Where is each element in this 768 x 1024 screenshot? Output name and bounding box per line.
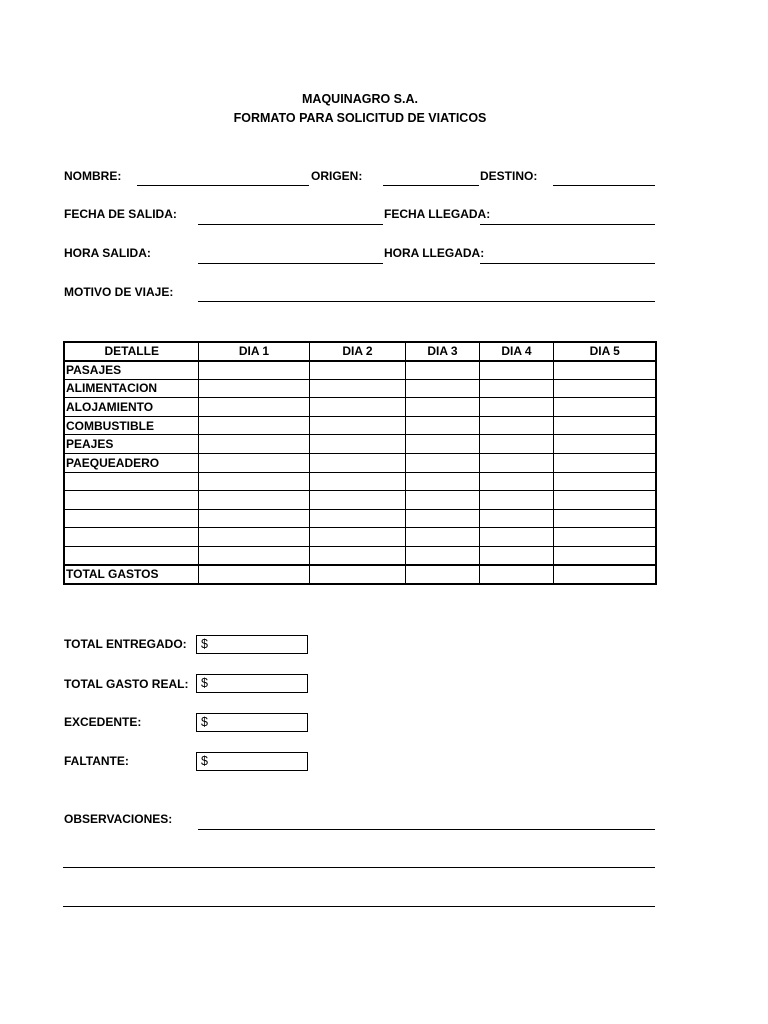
- detalle-cell: [64, 491, 198, 510]
- total-entregado-label: TOTAL ENTREGADO:: [64, 637, 187, 651]
- day-cell[interactable]: [198, 509, 309, 528]
- day-cell[interactable]: [309, 361, 405, 380]
- detalle-cell: ALOJAMIENTO: [64, 398, 198, 417]
- observaciones-line-1[interactable]: [198, 829, 655, 830]
- day-cell[interactable]: [198, 547, 309, 566]
- detalle-cell: COMBUSTIBLE: [64, 416, 198, 435]
- origen-field[interactable]: [383, 185, 479, 186]
- total-day-cell[interactable]: [479, 565, 553, 584]
- nombre-field[interactable]: [137, 185, 309, 186]
- day-cell[interactable]: [309, 491, 405, 510]
- day-cell[interactable]: [198, 435, 309, 454]
- hora-llegada-label: HORA LLEGADA:: [384, 246, 485, 260]
- day-cell[interactable]: [405, 547, 479, 566]
- day-cell[interactable]: [553, 361, 656, 380]
- day-cell[interactable]: [479, 435, 553, 454]
- day-cell[interactable]: [479, 547, 553, 566]
- destino-label: DESTINO:: [480, 169, 538, 183]
- faltante-field[interactable]: $: [196, 752, 308, 771]
- day-cell[interactable]: [198, 454, 309, 473]
- table-row: [64, 454, 656, 473]
- day-cell[interactable]: [405, 379, 479, 398]
- day-cell[interactable]: [479, 398, 553, 417]
- observaciones-line-2[interactable]: [63, 867, 655, 868]
- day-cell[interactable]: [198, 528, 309, 547]
- total-day-cell[interactable]: [405, 565, 479, 584]
- day-cell[interactable]: [479, 491, 553, 510]
- total-day-cell[interactable]: [309, 565, 405, 584]
- day-cell[interactable]: [553, 379, 656, 398]
- table-row: [64, 398, 656, 417]
- day-cell[interactable]: [405, 491, 479, 510]
- day-cell[interactable]: [479, 528, 553, 547]
- day-cell[interactable]: [553, 509, 656, 528]
- total-gasto-real-label: TOTAL GASTO REAL:: [64, 677, 189, 691]
- form-title: FORMATO PARA SOLICITUD DE VIATICOS: [233, 111, 487, 125]
- table-header-row: [64, 342, 656, 361]
- hora-salida-label: HORA SALIDA:: [64, 246, 151, 260]
- day-cell[interactable]: [198, 491, 309, 510]
- hora-llegada-field[interactable]: [480, 263, 655, 264]
- day-cell[interactable]: [198, 472, 309, 491]
- day-cell[interactable]: [309, 416, 405, 435]
- detalle-cell: [64, 547, 198, 566]
- day-cell[interactable]: [479, 454, 553, 473]
- column-header: DIA 2: [309, 342, 405, 361]
- fecha-llegada-field[interactable]: [480, 224, 655, 225]
- day-cell[interactable]: [553, 398, 656, 417]
- day-cell[interactable]: [405, 435, 479, 454]
- day-cell[interactable]: [405, 528, 479, 547]
- day-cell[interactable]: [198, 416, 309, 435]
- day-cell[interactable]: [309, 528, 405, 547]
- fecha-salida-label: FECHA DE SALIDA:: [64, 207, 177, 221]
- table-row: [64, 547, 656, 566]
- table-row: [64, 379, 656, 398]
- day-cell[interactable]: [405, 509, 479, 528]
- day-cell[interactable]: [309, 547, 405, 566]
- day-cell[interactable]: [553, 416, 656, 435]
- total-day-cell[interactable]: [553, 565, 656, 584]
- column-header: DETALLE: [64, 342, 198, 361]
- day-cell[interactable]: [309, 472, 405, 491]
- detalle-cell: PASAJES: [64, 361, 198, 380]
- table-row: [64, 472, 656, 491]
- table-row: [64, 435, 656, 454]
- detalle-cell: [64, 509, 198, 528]
- column-header: DIA 5: [553, 342, 656, 361]
- day-cell[interactable]: [198, 398, 309, 417]
- detalle-cell: PEAJES: [64, 435, 198, 454]
- table-row: [64, 491, 656, 510]
- day-cell[interactable]: [479, 361, 553, 380]
- excedente-field[interactable]: $: [196, 713, 308, 732]
- day-cell[interactable]: [479, 472, 553, 491]
- hora-salida-field[interactable]: [198, 263, 383, 264]
- day-cell[interactable]: [309, 379, 405, 398]
- detalle-cell: PAEQUEADERO: [64, 454, 198, 473]
- day-cell[interactable]: [405, 472, 479, 491]
- table-row: [64, 416, 656, 435]
- company-name: MAQUINAGRO S.A.: [302, 92, 418, 106]
- detalle-cell: ALIMENTACION: [64, 379, 198, 398]
- day-cell[interactable]: [553, 528, 656, 547]
- total-entregado-field[interactable]: $: [196, 635, 308, 654]
- day-cell[interactable]: [479, 416, 553, 435]
- day-cell[interactable]: [309, 509, 405, 528]
- table-row: [64, 509, 656, 528]
- day-cell[interactable]: [479, 509, 553, 528]
- fecha-salida-field[interactable]: [198, 224, 383, 225]
- observaciones-line-3[interactable]: [63, 906, 655, 907]
- motivo-label: MOTIVO DE VIAJE:: [64, 285, 174, 299]
- day-cell[interactable]: [405, 398, 479, 417]
- total-gastos-label: TOTAL GASTOS: [64, 565, 198, 584]
- detalle-cell: [64, 472, 198, 491]
- day-cell[interactable]: [553, 491, 656, 510]
- day-cell[interactable]: [553, 454, 656, 473]
- table-row: [64, 528, 656, 547]
- observaciones-label: OBSERVACIONES:: [64, 812, 173, 826]
- total-row: [64, 565, 656, 584]
- total-gasto-real-field[interactable]: $: [196, 674, 308, 693]
- day-cell[interactable]: [309, 454, 405, 473]
- detalle-cell: [64, 528, 198, 547]
- faltante-label: FALTANTE:: [64, 754, 129, 768]
- total-day-cell[interactable]: [198, 565, 309, 584]
- excedente-label: EXCEDENTE:: [64, 715, 142, 729]
- day-cell[interactable]: [553, 472, 656, 491]
- expenses-table: [63, 341, 657, 585]
- origen-label: ORIGEN:: [311, 169, 363, 183]
- day-cell[interactable]: [198, 361, 309, 380]
- day-cell[interactable]: [405, 454, 479, 473]
- motivo-field[interactable]: [198, 301, 655, 302]
- day-cell[interactable]: [553, 435, 656, 454]
- day-cell[interactable]: [553, 547, 656, 566]
- day-cell[interactable]: [479, 379, 553, 398]
- day-cell[interactable]: [198, 379, 309, 398]
- destino-field[interactable]: [553, 185, 655, 186]
- fecha-llegada-label: FECHA LLEGADA:: [384, 207, 491, 221]
- nombre-label: NOMBRE:: [64, 169, 122, 183]
- day-cell[interactable]: [405, 361, 479, 380]
- column-header: DIA 3: [405, 342, 479, 361]
- column-header: DIA 1: [198, 342, 309, 361]
- day-cell[interactable]: [405, 416, 479, 435]
- column-header: DIA 4: [479, 342, 553, 361]
- day-cell[interactable]: [309, 435, 405, 454]
- day-cell[interactable]: [309, 398, 405, 417]
- table-row: [64, 361, 656, 380]
